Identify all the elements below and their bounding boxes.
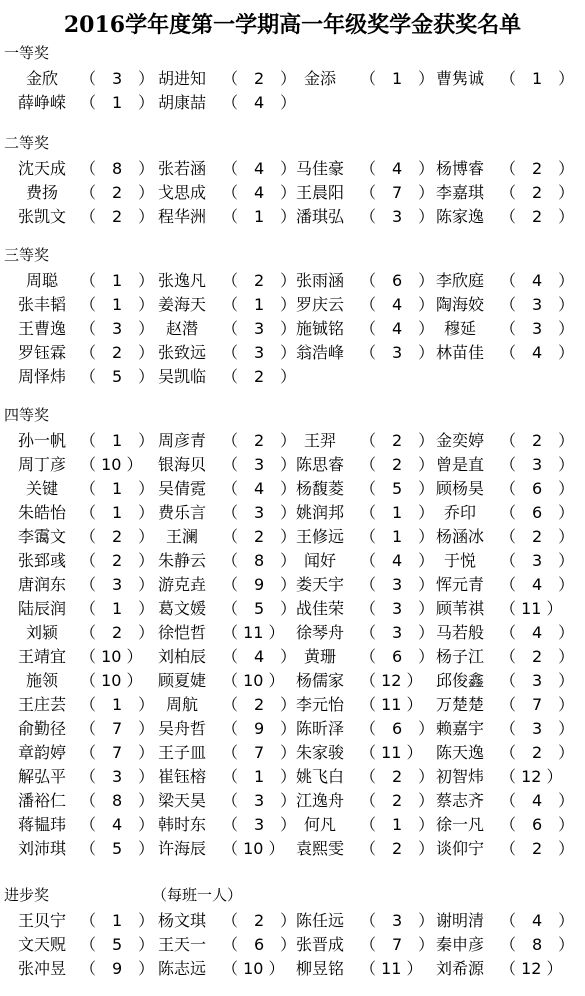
class-number: （ 2 ）	[222, 695, 297, 714]
student-name: 娄天宇	[295, 575, 344, 594]
student-name: 李嘉琪	[435, 183, 484, 202]
class-number: （ 3 ）	[80, 69, 155, 88]
class-number: （ 7 ）	[80, 719, 155, 738]
class-number: （ 3 ）	[222, 455, 297, 474]
class-number: （ 3 ）	[222, 319, 297, 338]
student-name: 唐润东	[17, 575, 66, 594]
class-number: （ 8 ）	[80, 159, 155, 178]
class-number: （ 4 ）	[222, 159, 297, 178]
student-name: 刘沛琪	[17, 839, 66, 858]
student-name: 吴舟哲	[157, 719, 206, 738]
student-name: 王羿	[303, 431, 336, 450]
student-name: 陈昕泽	[295, 719, 344, 738]
class-number: （ 5 ）	[360, 479, 435, 498]
student-name: 何凡	[303, 815, 336, 834]
class-number: （ 3 ）	[80, 575, 155, 594]
student-name: 费扬	[25, 183, 58, 202]
class-number: （ 10 ）	[80, 671, 143, 690]
class-number: （ 3 ）	[500, 671, 575, 690]
class-number: （ 8 ）	[500, 935, 575, 954]
student-name: 费乐言	[157, 503, 206, 522]
student-name: 张丰韬	[17, 295, 66, 314]
student-name: 姚润邦	[295, 503, 344, 522]
class-number: （ 1 ）	[80, 93, 155, 112]
class-number: （ 1 ）	[222, 295, 297, 314]
student-name: 胡进知	[157, 69, 206, 88]
student-name: 施铖铭	[295, 319, 344, 338]
student-name: 解弘平	[17, 767, 66, 786]
student-name: 姚飞白	[295, 767, 344, 786]
student-name: 陆辰润	[17, 599, 66, 618]
class-number: （ 4 ）	[500, 343, 575, 362]
class-number: （ 6 ）	[500, 815, 575, 834]
class-number: （ 2 ）	[500, 431, 575, 450]
class-number: （ 1 ）	[222, 767, 297, 786]
student-name: 王靖宜	[17, 647, 66, 666]
student-name: 朱静云	[157, 551, 206, 570]
student-name: 江逸舟	[295, 791, 344, 810]
student-name: 金欣	[25, 69, 58, 88]
student-name: 李欣庭	[435, 271, 484, 290]
class-number: （ 3 ）	[222, 343, 297, 362]
student-name: 张郅彧	[17, 551, 66, 570]
student-name: 吴凯临	[157, 367, 206, 386]
class-number: （ 1 ）	[500, 69, 575, 88]
class-number: （ 7 ）	[80, 743, 155, 762]
student-name: 王天一	[157, 935, 206, 954]
student-name: 周航	[165, 695, 198, 714]
student-name: 李霭文	[17, 527, 66, 546]
class-number: （ 6 ）	[360, 719, 435, 738]
class-number: （ 7 ）	[360, 935, 435, 954]
class-number: （ 2 ）	[500, 207, 575, 226]
student-name: 陈任远	[295, 911, 344, 930]
student-name: 张逸凡	[157, 271, 206, 290]
class-number: （ 2 ）	[222, 431, 297, 450]
class-number: （ 2 ）	[360, 839, 435, 858]
class-number: （ 4 ）	[500, 911, 575, 930]
student-name: 姜海天	[157, 295, 206, 314]
class-number: （ 2 ）	[222, 69, 297, 88]
student-name: 朱家骏	[295, 743, 344, 762]
class-number: （ 3 ）	[500, 295, 575, 314]
class-number: （ 1 ）	[80, 695, 155, 714]
student-name: 马若般	[435, 623, 484, 642]
class-number: （ 1 ）	[80, 295, 155, 314]
student-name: 杨子江	[435, 647, 484, 666]
student-name: 王贝宁	[17, 911, 66, 930]
student-name: 蔡志齐	[435, 791, 484, 810]
student-name: 乔印	[443, 503, 476, 522]
section-title: 进步奖	[4, 886, 50, 904]
student-name: 杨儒家	[295, 671, 344, 690]
class-number: （ 3 ）	[80, 319, 155, 338]
class-number: （ 2 ）	[222, 527, 297, 546]
class-number: （ 4 ）	[360, 159, 435, 178]
student-name: 李元怡	[295, 695, 344, 714]
class-number: （ 5 ）	[80, 367, 155, 386]
student-name: 许海辰	[157, 839, 206, 858]
student-name: 王晨阳	[295, 183, 344, 202]
student-name: 王庄芸	[17, 695, 66, 714]
class-number: （ 4 ）	[500, 623, 575, 642]
student-name: 于悦	[443, 551, 476, 570]
class-number: （ 11 ）	[360, 743, 423, 762]
class-number: （ 6 ）	[360, 647, 435, 666]
class-number: （ 2 ）	[360, 431, 435, 450]
student-name: 银海贝	[157, 455, 206, 474]
class-number: （ 1 ）	[80, 479, 155, 498]
student-name: 周丁彦	[17, 455, 66, 474]
student-name: 徐恺哲	[157, 623, 206, 642]
student-name: 游克垚	[157, 575, 206, 594]
student-name: 金奕婷	[435, 431, 484, 450]
student-name: 章韵婷	[17, 743, 66, 762]
student-name: 朱皓怡	[17, 503, 66, 522]
student-name: 罗庆云	[295, 295, 344, 314]
section-note: （每班一人）	[152, 886, 243, 904]
student-name: 穆延	[443, 319, 476, 338]
section-title: 四等奖	[4, 406, 50, 424]
student-name: 曹隽诚	[435, 69, 484, 88]
student-name: 战佳荣	[295, 599, 344, 618]
class-number: （ 1 ）	[222, 207, 297, 226]
class-number: （ 4 ）	[360, 319, 435, 338]
student-name: 陈志远	[157, 959, 206, 978]
class-number: （ 2 ）	[80, 343, 155, 362]
student-name: 顾杨昊	[435, 479, 484, 498]
class-number: （ 10 ）	[222, 671, 285, 690]
student-name: 邱俊鑫	[435, 671, 484, 690]
student-name: 关键	[25, 479, 58, 498]
student-name: 顾夏婕	[157, 671, 206, 690]
class-number: （ 4 ）	[80, 815, 155, 834]
class-number: （ 2 ）	[80, 527, 155, 546]
class-number: （ 9 ）	[222, 719, 297, 738]
student-name: 韩时东	[157, 815, 206, 834]
class-number: （ 3 ）	[500, 319, 575, 338]
student-name: 周彦青	[157, 431, 206, 450]
class-number: （ 10 ）	[222, 959, 285, 978]
class-number: （ 4 ）	[222, 93, 297, 112]
class-number: （ 3 ）	[80, 767, 155, 786]
student-name: 周怿炜	[17, 367, 66, 386]
student-name: 孙一帆	[17, 431, 66, 450]
class-number: （ 3 ）	[222, 791, 297, 810]
class-number: （ 4 ）	[500, 791, 575, 810]
student-name: 黄珊	[303, 647, 336, 666]
class-number: （ 3 ）	[360, 575, 435, 594]
class-number: （ 4 ）	[222, 183, 297, 202]
student-name: 杨文琪	[157, 911, 206, 930]
class-number: （ 4 ）	[500, 271, 575, 290]
student-name: 马佳豪	[295, 159, 344, 178]
student-name: 张致远	[157, 343, 206, 362]
class-number: （ 3 ）	[360, 911, 435, 930]
student-name: 闻好	[303, 551, 336, 570]
class-number: （ 2 ）	[80, 207, 155, 226]
student-name: 吴倩霓	[157, 479, 206, 498]
class-number: （ 1 ）	[80, 911, 155, 930]
class-number: （ 12 ）	[500, 767, 563, 786]
class-number: （ 4 ）	[360, 551, 435, 570]
class-number: （ 2 ）	[500, 159, 575, 178]
class-number: （ 11 ）	[360, 959, 423, 978]
student-name: 刘希源	[435, 959, 484, 978]
class-number: （ 1 ）	[80, 503, 155, 522]
student-name: 陈家逸	[435, 207, 484, 226]
student-name: 杨馥菱	[295, 479, 344, 498]
page-title: 2016学年度第一学期高一年级奖学金获奖名单	[63, 12, 522, 38]
student-name: 文天贶	[17, 935, 66, 954]
class-number: （ 1 ）	[360, 503, 435, 522]
class-number: （ 8 ）	[222, 551, 297, 570]
student-name: 陈天逸	[435, 743, 484, 762]
class-number: （ 8 ）	[80, 791, 155, 810]
class-number: （ 2 ）	[500, 743, 575, 762]
student-name: 张雨涵	[295, 271, 344, 290]
class-number: （ 4 ）	[222, 479, 297, 498]
class-number: （ 9 ）	[222, 575, 297, 594]
class-number: （ 2 ）	[222, 911, 297, 930]
student-name: 王澜	[165, 527, 198, 546]
class-number: （ 10 ）	[80, 647, 143, 666]
student-name: 蒋韫玮	[17, 815, 66, 834]
class-number: （ 2 ）	[222, 367, 297, 386]
student-name: 陈思睿	[295, 455, 344, 474]
student-name: 袁熙雯	[295, 839, 344, 858]
class-number: （ 7 ）	[222, 743, 297, 762]
class-number: （ 4 ）	[360, 295, 435, 314]
class-number: （ 4 ）	[500, 575, 575, 594]
student-name: 张若涵	[157, 159, 206, 178]
class-number: （ 7 ）	[360, 183, 435, 202]
class-number: （ 1 ）	[80, 431, 155, 450]
class-number: （ 2 ）	[360, 791, 435, 810]
student-name: 陶海姣	[435, 295, 484, 314]
class-number: （ 7 ）	[500, 695, 575, 714]
class-number: （ 6 ）	[500, 503, 575, 522]
class-number: （ 6 ）	[222, 935, 297, 954]
student-name: 柳昱铭	[295, 959, 344, 978]
student-name: 顾苇祺	[435, 599, 484, 618]
class-number: （ 3 ）	[500, 455, 575, 474]
section-title: 三等奖	[4, 246, 50, 264]
class-number: （ 11 ）	[360, 695, 423, 714]
student-name: 徐一凡	[435, 815, 484, 834]
student-name: 杨涵冰	[435, 527, 484, 546]
class-number: （ 1 ）	[360, 69, 435, 88]
student-name: 张凯文	[17, 207, 66, 226]
class-number: （ 1 ）	[360, 527, 435, 546]
class-number: （ 2 ）	[500, 183, 575, 202]
class-number: （ 2 ）	[500, 839, 575, 858]
student-name: 葛文媛	[157, 599, 206, 618]
class-number: （ 3 ）	[222, 815, 297, 834]
student-name: 张冲昱	[17, 959, 66, 978]
class-number: （ 1 ）	[80, 599, 155, 618]
class-number: （ 12 ）	[500, 959, 563, 978]
section-title: 二等奖	[4, 134, 50, 152]
class-number: （ 6 ）	[360, 271, 435, 290]
student-name: 恽元青	[435, 575, 484, 594]
class-number: （ 2 ）	[500, 647, 575, 666]
class-number: （ 1 ）	[360, 815, 435, 834]
class-number: （ 2 ）	[360, 767, 435, 786]
student-name: 潘琪弘	[295, 207, 344, 226]
student-name: 潘裕仁	[17, 791, 66, 810]
class-number: （ 5 ）	[222, 599, 297, 618]
student-name: 徐琴舟	[295, 623, 344, 642]
class-number: （ 3 ）	[360, 343, 435, 362]
student-name: 翁浩峰	[295, 343, 344, 362]
student-name: 林苗佳	[435, 343, 484, 362]
class-number: （ 3 ）	[360, 623, 435, 642]
student-name: 谢明清	[435, 911, 484, 930]
student-name: 程华洲	[157, 207, 206, 226]
section-title: 一等奖	[4, 44, 50, 62]
student-name: 胡康喆	[157, 93, 206, 112]
student-name: 赖嘉宇	[435, 719, 484, 738]
student-name: 万楚楚	[435, 695, 484, 714]
student-name: 曾是直	[435, 455, 484, 474]
class-number: （ 2 ）	[500, 527, 575, 546]
student-name: 张晋成	[295, 935, 344, 954]
student-name: 梁天昊	[157, 791, 206, 810]
student-name: 王修远	[295, 527, 344, 546]
student-name: 王子皿	[157, 743, 206, 762]
student-name: 初智炜	[435, 767, 484, 786]
class-number: （ 2 ）	[360, 455, 435, 474]
student-name: 周聪	[25, 271, 58, 290]
student-name: 崔钰榕	[157, 767, 206, 786]
class-number: （ 3 ）	[500, 551, 575, 570]
student-name: 罗钰霖	[17, 343, 66, 362]
class-number: （ 11 ）	[500, 599, 563, 618]
class-number: （ 12 ）	[360, 671, 423, 690]
student-name: 赵潜	[165, 319, 198, 338]
student-name: 刘柏辰	[157, 647, 206, 666]
class-number: （ 1 ）	[80, 271, 155, 290]
class-number: （ 3 ）	[222, 503, 297, 522]
student-name: 施领	[25, 671, 58, 690]
student-name: 俞勤径	[17, 719, 66, 738]
class-number: （ 2 ）	[80, 551, 155, 570]
class-number: （ 5 ）	[80, 839, 155, 858]
class-number: （ 2 ）	[80, 623, 155, 642]
student-name: 戈思成	[157, 183, 206, 202]
student-name: 谈仰宁	[435, 839, 484, 858]
student-name: 杨博睿	[435, 159, 484, 178]
student-name: 金添	[303, 69, 336, 88]
student-name: 刘颍	[25, 623, 58, 642]
class-number: （ 6 ）	[500, 479, 575, 498]
student-name: 秦申彦	[435, 935, 484, 954]
class-number: （ 3 ）	[500, 719, 575, 738]
class-number: （ 11 ）	[222, 623, 285, 642]
student-name: 沈天成	[17, 159, 66, 178]
class-number: （ 3 ）	[360, 599, 435, 618]
class-number: （ 9 ）	[80, 959, 155, 978]
class-number: （ 3 ）	[360, 207, 435, 226]
class-number: （ 4 ）	[222, 647, 297, 666]
class-number: （ 5 ）	[80, 935, 155, 954]
class-number: （ 10 ）	[80, 455, 143, 474]
student-name: 薛峥嵘	[17, 93, 66, 112]
student-name: 王曹逸	[17, 319, 66, 338]
class-number: （ 10 ）	[222, 839, 285, 858]
class-number: （ 2 ）	[80, 183, 155, 202]
class-number: （ 2 ）	[222, 271, 297, 290]
